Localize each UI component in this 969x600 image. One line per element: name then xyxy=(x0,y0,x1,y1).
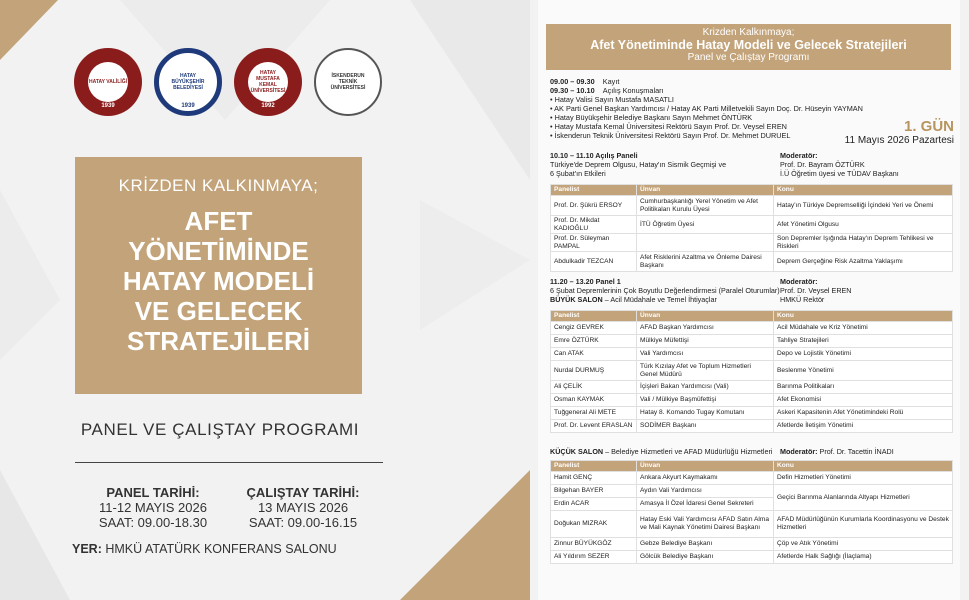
opening-schedule: 09.00 – 09.30 Kayıt 09.30 – 10.10 Açılış Konuşmaları • Hatay Valisi Sayın Mustafa MASATLI • AK Parti Genel Başkan Yardımcısı / Hatay AK Parti Milletvekili Sayın Doç. Dr. Hüseyin YAYMAN • Hatay Büyükşehir Belediye Başkanı Sayın Mehmet ÖNTÜRK • Hatay Mustafa Kemal Üniversitesi Rektörü Sayın Prof. Dr. Veysel EREN • İskenderun Teknik Üniversitesi Rektörü Sayın Prof. Dr. Mehmet DURUEL xyxy=(550,77,880,140)
program-header: Krizden Kalkınmaya; Afet Yönetiminde Hatay Modeli ve Gelecek Stratejileri Panel ve Çalıştay Programı xyxy=(546,24,951,70)
table-row: Ali ÇELİK İçişleri Bakan Yardımcısı (Vali) Barınma Politikaları xyxy=(551,381,953,394)
panel-1-moderator: Moderatör: Prof. Dr. Veysel EREN HMKÜ Rektör xyxy=(780,277,852,304)
kucuk-salon-info: KÜÇÜK SALON – Belediye Hizmetleri ve AFAD Müdürlüğü Hizmetleri xyxy=(550,447,773,456)
opening-panel-table: Panelist Ünvan Konu Prof. Dr. Şükrü ERSOY Cumhurbaşkanlığı Yerel Yönetim ve Afet Politikaları Kurulu Üyesi Hatay'ın Türkiye Depremselliği İçindeki Yeri ve Önemi Prof. Dr. Mikdat KADIOĞLU İTÜ Öğretim Üyesi Afet Yönetimi Olgusu Prof. Dr. Süleyman PAMPAL Son Depremler Işığında Hatay'ın Deprem Tehlikesi ve Riskleri Abdulkadir TEZCAN Afet Risklerini Azaltma ve Önleme Dairesi Başkanı Deprem Gerçeğine Risk Azaltma Yaklaşımı xyxy=(550,184,953,272)
hero-line-2: AFET xyxy=(184,206,253,236)
calistay-dates: ÇALIŞTAY TARİHİ: 13 MAYIS 2026 SAAT: 09.00-16.15 xyxy=(246,485,360,530)
opening-panel-moderator: Moderatör: Prof. Dr. Bayram ÖZTÜRK İ.Ü Öğretim üyesi ve TÜDAV Başkanı xyxy=(780,151,899,178)
table-row: Emre ÖZTÜRK Mülkiye Müfettişi Tahliye Stratejileri xyxy=(551,335,953,348)
table-row: Nurdal DURMUŞ Türk Kızılay Afet ve Toplum Hizmetleri Genel Müdürü Beslenme Yönetimi xyxy=(551,361,953,381)
speaker: • Hatay Valisi Sayın Mustafa MASATLI xyxy=(550,95,674,104)
table-row: Prof. Dr. Levent ERASLAN SODİMER Başkanı Afetlerde İletişim Yönetimi xyxy=(551,420,953,433)
logo-row xyxy=(74,48,382,116)
table-row: Can ATAK Vali Yardımcısı Depo ve Lojistik Yönetimi xyxy=(551,348,953,361)
hatay-buyuksehir-logo: HATAY BÜYÜKŞEHİR BELEDİYESİ 1939 xyxy=(154,48,222,116)
hero-line-6: STRATEJİLERİ xyxy=(127,326,310,356)
hero-line-3: YÖNETİMİNDE xyxy=(128,236,309,266)
table-row: Prof. Dr. Mikdat KADIOĞLU İTÜ Öğretim Üyesi Afet Yönetimi Olgusu xyxy=(551,216,953,234)
divider xyxy=(75,462,383,463)
speaker: • İskenderun Teknik Üniversitesi Rektörü Sayın Prof. Dr. Mehmet DURUEL xyxy=(550,131,791,140)
table-row: Tuğgeneral Ali METE Hatay 8. Komando Tugay Komutanı Askeri Kapasitenin Afet Yönetimindeki Rolü xyxy=(551,407,953,420)
hero-line-1: KRİZDEN KALKINMAYA; xyxy=(118,176,319,195)
opening-panel-info: 10.10 – 11.10 Açılış Paneli Türkiye'de Deprem Olgusu, Hatay'ın Sismik Geçmişi ve 6 Şubat'ın Etkileri xyxy=(550,151,727,178)
hero-title-box xyxy=(75,157,362,394)
program-subtitle: PANEL VE ÇALIŞTAY PROGRAMI xyxy=(80,420,360,439)
hatay-valiligi-logo: HATAY VALİLİĞİ 1939 xyxy=(74,48,142,116)
table-row: Doğukan MIZRAK Hatay Eski Vali Yardımcısı AFAD Satın Alma ve Mali Kaynak Yönetimi Dairesi Başkanı AFAD Müdürlüğünün Kurumlarla Koordinasyonu ve Destek Hizmetleri xyxy=(551,511,953,538)
table-row: Prof. Dr. Şükrü ERSOY Cumhurbaşkanlığı Yerel Yönetim ve Afet Politikaları Kurulu Üyesi Hatay'ın Türkiye Depremselliği İçindeki Yeri ve Önemi xyxy=(551,196,953,216)
logo-text: HATAY VALİLİĞİ xyxy=(88,62,128,102)
table-row: Abdulkadir TEZCAN Afet Risklerini Azaltma ve Önleme Dairesi Başkanı Deprem Gerçeğine Risk Azaltma Yaklaşımı xyxy=(551,252,953,272)
hero-line-5: VE GELECEK xyxy=(134,296,303,326)
speaker: • Hatay Mustafa Kemal Üniversitesi Rektörü Sayın Prof. Dr. Veysel EREN xyxy=(550,122,787,131)
table-row: Hamit GENÇ Ankara Akyurt Kaymakamı Defin Hizmetleri Yönetimi xyxy=(551,472,953,485)
panel-dates: PANEL TARİHİ: 11-12 MAYIS 2026 SAAT: 09.00-18.30 xyxy=(98,485,208,530)
table-row: Ali Yıldırım SEZER Gölcük Belediye Başkanı Afetlerde Halk Sağlığı (İlaçlama) xyxy=(551,551,953,564)
iskenderun-teknik-universitesi-logo xyxy=(314,48,382,116)
logo-text: HATAY BÜYÜKŞEHİR BELEDİYESİ xyxy=(168,62,208,102)
table-row: Osman KAYMAK Vali / Mülkiye Başmüfettişi Afet Ekonomisi xyxy=(551,394,953,407)
logo-text: HATAY MUSTAFA KEMAL ÜNİVERSİTESİ xyxy=(248,62,288,102)
day-label: 1. GÜN 11 Mayıs 2026 Pazartesi xyxy=(844,118,954,146)
hero-line-4: HATAY MODELİ xyxy=(122,266,315,296)
table-row: Cengiz GEVREK AFAD Başkan Yardımcısı Acil Müdahale ve Kriz Yönetimi xyxy=(551,322,953,335)
speaker: • AK Parti Genel Başkan Yardımcısı / Hatay AK Parti Milletvekili Sayın Doç. Dr. Hüseyin YAYMAN xyxy=(550,104,863,113)
venue: YER: HMKÜ ATATÜRK KONFERANS SALONU xyxy=(72,542,337,556)
program-panel xyxy=(538,0,960,600)
kucuk-salon-table: Panelist Ünvan Konu Hamit GENÇ Ankara Akyurt Kaymakamı Defin Hizmetleri Yönetimi Bilgehan BAYER Aydın Vali Yardımcısı Geçici Barınma Alanlarında Altyapı Hizmetleri Erdin ACAR Amasya İl Özel İdaresi Genel Sekreteri Doğukan MIZRAK Hatay Eski Vali Yardımcısı AFAD Satın Alma ve Mali Kaynak Yönetimi Dairesi Başkanı AFAD Müdürlüğünün Kurumlarla Koordinasyonu ve Destek Hizmetleri Zinnur BÜYÜKGÖZ Gebze Belediye Başkanı Çöp ve Atık Yönetimi Ali Yıldırım SEZER Gölcük Belediye Başkanı Afetlerde Halk Sağlığı (İlaçlama) xyxy=(550,460,953,564)
table-row: Erdin ACAR Amasya İl Özel İdaresi Genel Sekreteri xyxy=(551,498,953,511)
speaker: • Hatay Büyükşehir Belediye Başkanı Sayın Mehmet ÖNTÜRK xyxy=(550,113,753,122)
panel-1-info: 11.20 – 13.20 Panel 1 6 Şubat Depremlerinin Çok Boyutlu Değerlendirmesi (Paralel Oturumlar) BÜYÜK SALON – Acil Müdahale ve Temel İhtiyaçlar xyxy=(550,277,780,304)
hatay-mustafa-kemal-universitesi-logo: HATAY MUSTAFA KEMAL ÜNİVERSİTESİ 1992 xyxy=(234,48,302,116)
logo-text: İSKENDERUN TEKNİK ÜNİVERSİTESİ xyxy=(328,62,368,102)
table-row: Zinnur BÜYÜKGÖZ Gebze Belediye Başkanı Çöp ve Atık Yönetimi xyxy=(551,538,953,551)
kucuk-salon-moderator: Moderatör: Prof. Dr. Tacettin İNADI xyxy=(780,447,894,456)
table-row: Prof. Dr. Süleyman PAMPAL Son Depremler Işığında Hatay'ın Deprem Tehlikesi ve Riskleri xyxy=(551,234,953,252)
table-row: Bilgehan BAYER Aydın Vali Yardımcısı Geçici Barınma Alanlarında Altyapı Hizmetleri xyxy=(551,485,953,498)
panel-1-table: Panelist Ünvan Konu Cengiz GEVREK AFAD Başkan Yardımcısı Acil Müdahale ve Kriz Yönetimi Emre ÖZTÜRK Mülkiye Müfettişi Tahliye Stratejileri Can ATAK Vali Yardımcısı Depo ve Lojistik Yönetimi Nurdal DURMUŞ Türk Kızılay Afet ve Toplum Hizmetleri Genel Müdürü Beslenme Yönetimi Ali ÇELİK İçişleri Bakan Yardımcısı (Vali) Barınma Politikaları Osman KAYMAK Vali / Mülkiye Başmüfettişi Afet Ekonomisi Tuğgeneral Ali METE Hatay 8. Komando Tugay Komutanı Askeri Kapasitenin Afet Yönetimindeki Rolü Prof. Dr. Levent ERASLAN SODİMER Başkanı Afetlerde İletişim Yönetimi xyxy=(550,310,953,433)
